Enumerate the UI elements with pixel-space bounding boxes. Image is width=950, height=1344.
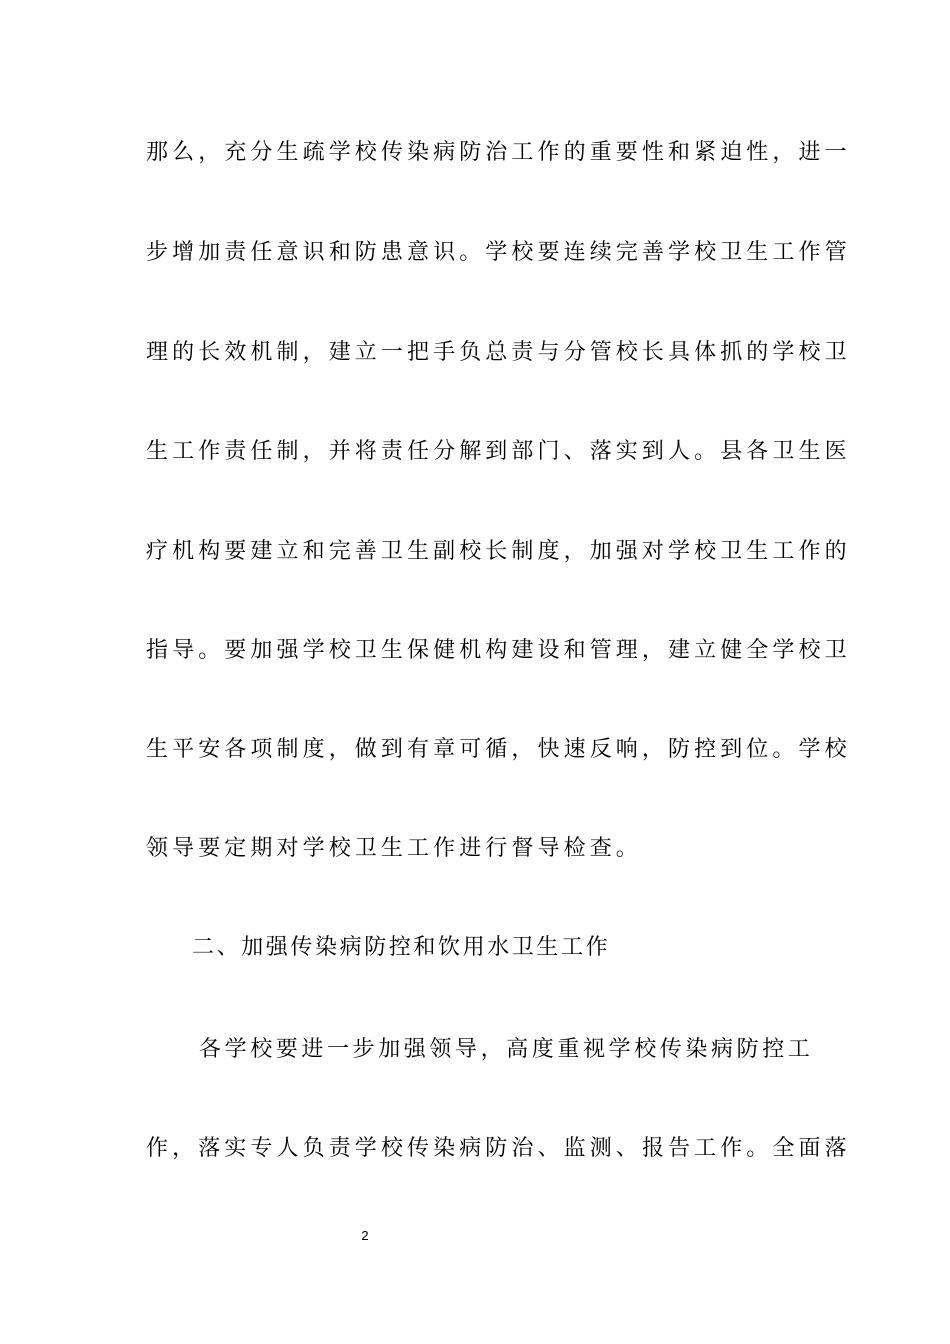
text-line: 领导要定期对学校卫生工作进行督导检查。 [146,836,642,861]
text-line: 生工作责任制，并将责任分解到部门、落实到人。县各卫生医 [146,439,851,464]
text-line: 作，落实专人负责学校传染病防治、监测、报告工作。全面落 [146,1136,851,1161]
text-line: 理的长效机制，建立一把手负总责与分管校长具体抓的学校卫 [146,340,851,365]
text-line: 指导。要加强学校卫生保健机构建设和管理，建立健全学校卫 [146,638,851,663]
text-line: 疗机构要建立和完善卫生副校长制度，加强对学校卫生工作的 [146,539,851,564]
page-number: 2 [361,1228,369,1243]
text-line: 生平安各项制度，做到有章可循，快速反响，防控到位。学校 [146,737,851,762]
text-line: 步增加责任意识和防患意识。学校要连续完善学校卫生工作管 [146,240,851,265]
text-line: 那么，充分生疏学校传染病防治工作的重要性和紧迫性，进一 [146,140,851,165]
section-heading: 二、加强传染病防控和饮用水卫生工作 [192,935,611,960]
text-line: 各学校要进一步加强领导，高度重视学校传染病防控工 [199,1037,814,1062]
